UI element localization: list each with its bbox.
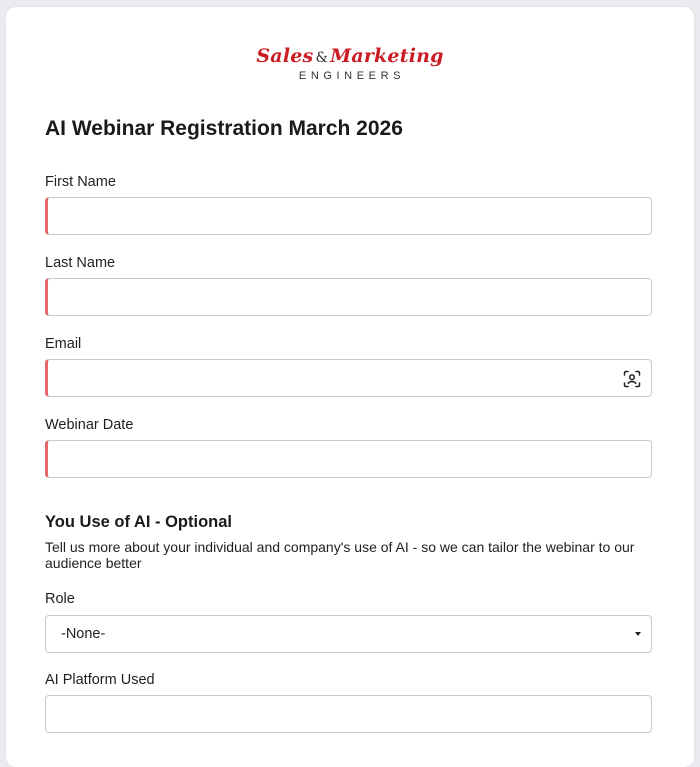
contact-card-icon[interactable] [623, 370, 641, 388]
logo-subtitle: ENGINEERS [298, 70, 406, 82]
first-name-input[interactable] [45, 197, 652, 235]
email-input[interactable] [45, 359, 652, 397]
logo-word-sales: Sales [256, 45, 314, 67]
form-title: AI Webinar Registration March 2026 [45, 117, 403, 140]
logo-wordmark [6, 45, 694, 69]
role-select[interactable] [45, 615, 652, 653]
webinar-date-label: Webinar Date [45, 417, 134, 433]
optional-section-title: You Use of AI - Optional [45, 513, 232, 531]
registration-card [6, 7, 694, 767]
role-label: Role [45, 591, 75, 607]
email-label: Email [45, 336, 82, 352]
ai-platform-label: AI Platform Used [45, 672, 155, 688]
optional-section-description: Tell us more about your individual and company's use of AI - so we can tailor the webinar to our audience better [45, 539, 635, 571]
first-name-label: First Name [45, 174, 116, 190]
logo-word-marketing: Marketing [330, 45, 444, 67]
role-selected-value: -None- [61, 626, 106, 642]
ai-platform-input[interactable] [45, 695, 652, 733]
caret-down-icon [635, 632, 641, 636]
logo-ampersand: & [315, 50, 329, 66]
last-name-label: Last Name [45, 255, 116, 271]
company-logo [6, 45, 694, 82]
last-name-input[interactable] [45, 278, 652, 316]
webinar-date-input[interactable] [45, 440, 652, 478]
